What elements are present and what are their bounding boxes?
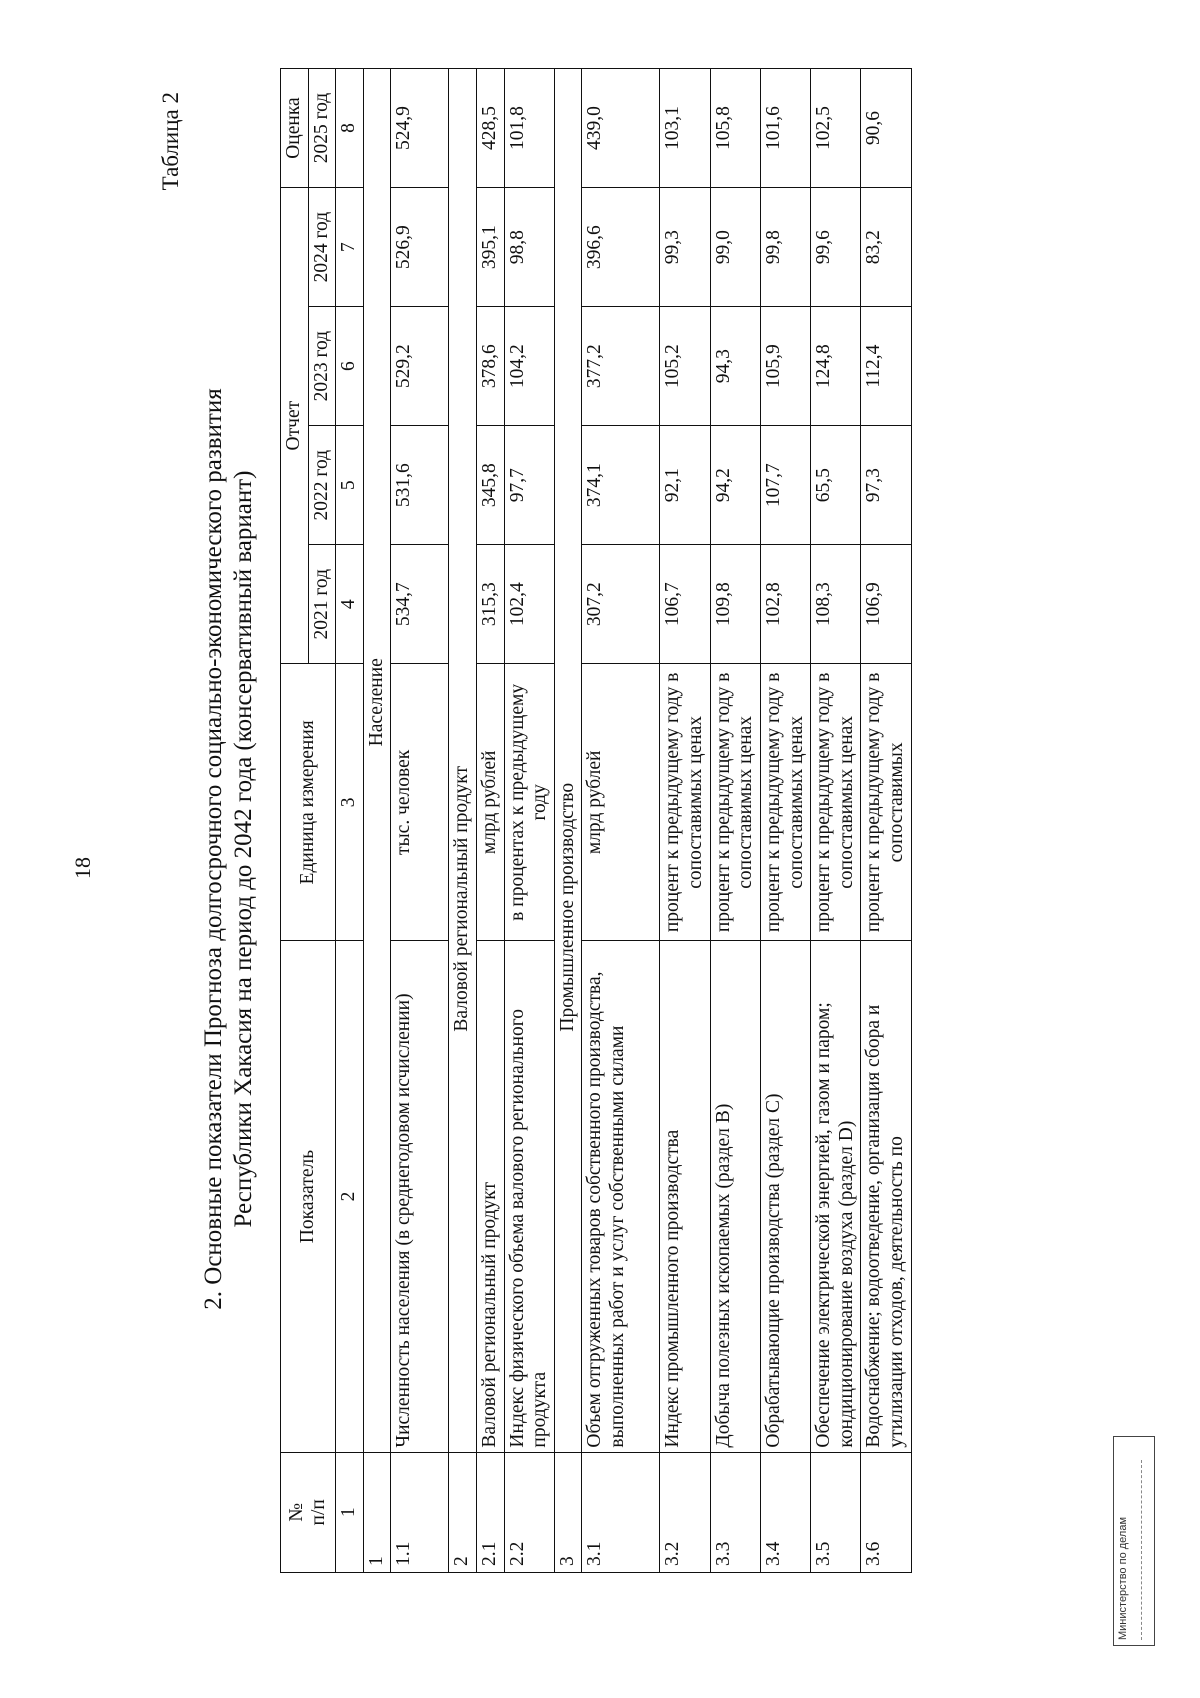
header-report: Отчет — [281, 188, 309, 664]
section-title: Население — [363, 69, 391, 1453]
row-code: 3.5 — [811, 1452, 861, 1572]
col-number: 1 — [336, 1452, 364, 1572]
value-2023: 94,3 — [710, 307, 760, 426]
row-unit: млрд рублей — [477, 664, 505, 941]
value-2022: 97,7 — [504, 426, 554, 545]
table-row — [582, 69, 660, 1573]
value-2021: 109,8 — [710, 545, 760, 664]
value-2023: 378,6 — [477, 307, 505, 426]
value-2021: 108,3 — [811, 545, 861, 664]
section-code: 3 — [554, 1452, 582, 1572]
row-code: 2.1 — [477, 1452, 505, 1572]
col-number: 4 — [336, 545, 364, 664]
value-2021: 315,3 — [477, 545, 505, 664]
value-2024: 99,8 — [760, 188, 810, 307]
value-2023: 112,4 — [861, 307, 911, 426]
value-2024: 99,0 — [710, 188, 760, 307]
col-number: 5 — [336, 426, 364, 545]
table-row — [391, 69, 449, 1573]
header-num — [281, 1452, 336, 1572]
col-number: 3 — [336, 664, 364, 941]
value-2021: 106,9 — [861, 545, 911, 664]
row-indicator: Индекс промышленного производства — [660, 941, 710, 1452]
value-2023: 105,2 — [660, 307, 710, 426]
value-2025: 102,5 — [811, 69, 861, 188]
value-2025: 439,0 — [582, 69, 660, 188]
header-year-2024: 2024 год — [308, 188, 336, 307]
row-indicator: Валовой региональный продукт — [477, 941, 505, 1452]
table-row — [660, 69, 710, 1573]
col-number: 7 — [336, 188, 364, 307]
value-2025: 90,6 — [861, 69, 911, 188]
value-2021: 102,8 — [760, 545, 810, 664]
section-code: 2 — [449, 1452, 477, 1572]
row-code: 3.2 — [660, 1452, 710, 1572]
section-row — [554, 69, 582, 1573]
value-2023: 377,2 — [582, 307, 660, 426]
table-title-line1: 2. Основные показатели Прогноза долгосрочного социально-экономического развития — [200, 388, 227, 1310]
header-estimate: Оценка — [281, 69, 309, 188]
value-2024: 99,3 — [660, 188, 710, 307]
value-2022: 94,2 — [710, 426, 760, 545]
row-code: 3.4 — [760, 1452, 810, 1572]
header-indicator: Показатель — [281, 941, 336, 1452]
value-2023: 105,9 — [760, 307, 810, 426]
value-2022: 531,6 — [391, 426, 449, 545]
table-row — [477, 69, 505, 1573]
table-row — [710, 69, 760, 1573]
value-2024: 99,6 — [811, 188, 861, 307]
col-number: 8 — [336, 69, 364, 188]
row-unit: процент к предыдущему году в сопоставимых ценах — [710, 664, 760, 941]
table-label: Таблица 2 — [158, 92, 183, 191]
col-number: 2 — [336, 941, 364, 1452]
header-num-line2: п/п — [308, 1499, 330, 1526]
row-indicator: Численность населения (в среднегодовом исчислении) — [391, 941, 449, 1452]
value-2023: 529,2 — [391, 307, 449, 426]
header-unit: Единица измерения — [281, 664, 336, 941]
header-year-2021: 2021 год — [308, 545, 336, 664]
header-year-2025: 2025 год — [308, 69, 336, 188]
row-unit: в процентах к предыдущему году — [504, 664, 554, 941]
value-2021: 102,4 — [504, 545, 554, 664]
value-2024: 395,1 — [477, 188, 505, 307]
row-indicator: Объем отгруженных товаров собственного производства, выполненных работ и услуг собственными силами — [582, 941, 660, 1452]
row-indicator: Обрабатывающие производства (раздел C) — [760, 941, 810, 1452]
row-code: 3.1 — [582, 1452, 660, 1572]
value-2022: 97,3 — [861, 426, 911, 545]
row-code: 3.6 — [861, 1452, 911, 1572]
value-2025: 524,9 — [391, 69, 449, 188]
value-2022: 345,8 — [477, 426, 505, 545]
page-number: 18 — [70, 857, 95, 879]
value-2023: 104,2 — [504, 307, 554, 426]
table-row — [504, 69, 554, 1573]
row-code: 1.1 — [391, 1452, 449, 1572]
table-title-line2: Республики Хакасия на период до 2042 года (консервативный вариант) — [230, 470, 257, 1228]
col-number: 6 — [336, 307, 364, 426]
section-title: Валовой региональный продукт — [449, 69, 477, 1453]
header-num-line1: № — [285, 1502, 307, 1522]
column-number-row — [336, 69, 364, 1573]
row-unit: млрд рублей — [582, 664, 660, 941]
row-indicator: Добыча полезных ископаемых (раздел B) — [710, 941, 760, 1452]
table-row — [811, 69, 861, 1573]
value-2022: 374,1 — [582, 426, 660, 545]
section-title: Промышленное производство — [554, 69, 582, 1453]
section-row — [449, 69, 477, 1573]
value-2021: 534,7 — [391, 545, 449, 664]
header-year-2022: 2022 год — [308, 426, 336, 545]
row-unit: процент к предыдущему году в сопоставимых ценах — [660, 664, 710, 941]
value-2025: 428,5 — [477, 69, 505, 188]
table-row — [760, 69, 810, 1573]
value-2022: 92,1 — [660, 426, 710, 545]
registration-stamp — [1113, 1436, 1155, 1646]
value-2024: 526,9 — [391, 188, 449, 307]
value-2024: 83,2 — [861, 188, 911, 307]
value-2025: 105,8 — [710, 69, 760, 188]
stamp-text: Министерство по делам — [1117, 1516, 1129, 1640]
value-2021: 307,2 — [582, 545, 660, 664]
row-indicator: Водоснабжение; водоотведение, организация сбора и утилизации отходов, деятельность по — [861, 941, 911, 1452]
value-2025: 101,8 — [504, 69, 554, 188]
table-row — [861, 69, 911, 1573]
header-row-1 — [281, 69, 309, 1573]
value-2022: 65,5 — [811, 426, 861, 545]
row-unit: процент к предыдущему году в сопоставимых — [861, 664, 911, 941]
value-2023: 124,8 — [811, 307, 861, 426]
row-unit: процент к предыдущему году в сопоставимых ценах — [760, 664, 810, 941]
value-2025: 101,6 — [760, 69, 810, 188]
row-code: 3.3 — [710, 1452, 760, 1572]
value-2025: 103,1 — [660, 69, 710, 188]
forecast-table — [280, 68, 912, 1573]
row-unit: процент к предыдущему году в сопоставимых ценах — [811, 664, 861, 941]
section-row — [363, 69, 391, 1573]
value-2024: 396,6 — [582, 188, 660, 307]
value-2024: 98,8 — [504, 188, 554, 307]
row-unit: тыс. человек — [391, 664, 449, 941]
value-2021: 106,7 — [660, 545, 710, 664]
row-code: 2.2 — [504, 1452, 554, 1572]
row-indicator: Обеспечение электрической энергией, газом и паром; кондиционирование воздуха (раздел D) — [811, 941, 861, 1452]
row-indicator: Индекс физического объема валового регионального продукта — [504, 941, 554, 1452]
header-year-2023: 2023 год — [308, 307, 336, 426]
stamp-faded-line — [1133, 1460, 1142, 1640]
value-2022: 107,7 — [760, 426, 810, 545]
section-code: 1 — [363, 1452, 391, 1572]
